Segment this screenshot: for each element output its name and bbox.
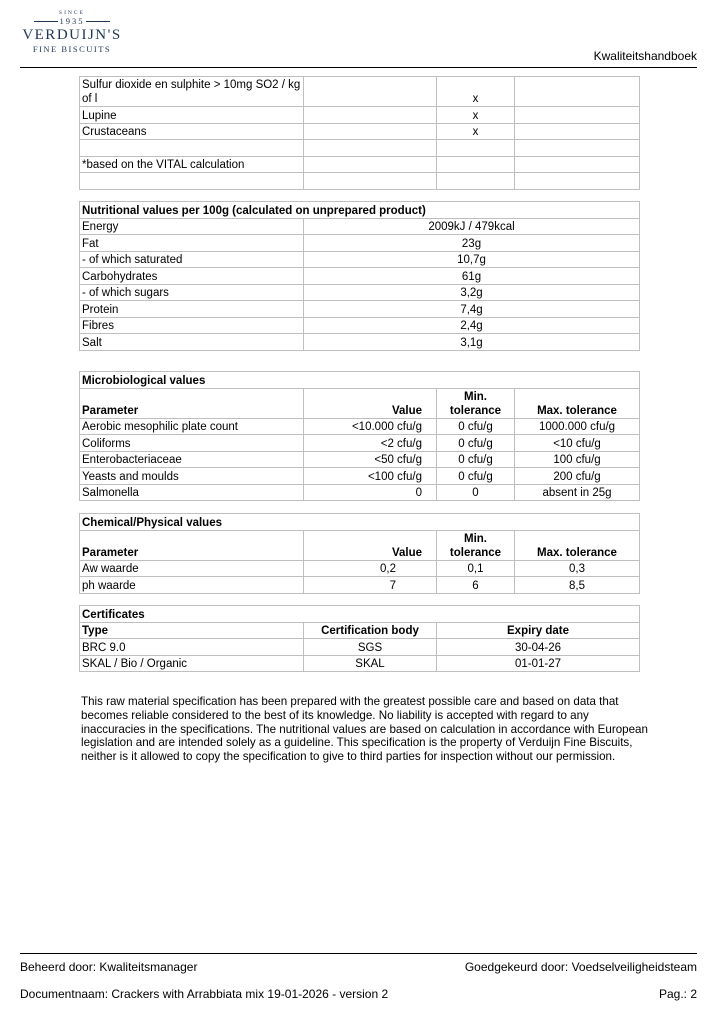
logo-since: SINCE xyxy=(59,10,85,16)
nutrient-value: 61g xyxy=(304,268,640,285)
allergen-col3: x xyxy=(437,107,515,124)
nutrient-label: Protein xyxy=(80,301,304,318)
micro-max: 200 cfu/g xyxy=(515,468,640,485)
chem-header-min-line2: tolerance xyxy=(449,546,502,559)
table-row xyxy=(80,418,640,435)
nutrient-label: Carbohydrates xyxy=(80,268,304,285)
micro-header-max: Max. tolerance xyxy=(515,388,640,418)
cert-body: SGS xyxy=(304,639,437,656)
footer-document-name: Documentnaam: Crackers with Arrabbiata mix 19-01-2026 - version 2 xyxy=(20,987,389,1001)
certificates-table xyxy=(79,605,640,672)
allergen-name: Lupine xyxy=(80,107,304,124)
logo-brand: VERDUIJN'S xyxy=(22,27,122,43)
micro-value: <2 cfu/g xyxy=(304,435,437,452)
micro-value: <50 cfu/g xyxy=(304,451,437,468)
micro-max: absent in 25g xyxy=(515,484,640,501)
nutrient-value: 23g xyxy=(304,235,640,252)
table-row xyxy=(80,251,640,268)
allergen-col4 xyxy=(515,77,640,107)
table-row xyxy=(80,514,640,531)
certs-title: Certificates xyxy=(80,606,640,623)
table-row xyxy=(80,317,640,334)
micro-header-min xyxy=(437,388,515,418)
cert-body: SKAL xyxy=(304,655,437,672)
certs-header-expiry: Expiry date xyxy=(437,622,640,639)
micro-max: <10 cfu/g xyxy=(515,435,640,452)
chem-header-value: Value xyxy=(304,530,437,560)
chem-parameter: ph waarde xyxy=(80,577,304,594)
micro-min: 0 cfu/g xyxy=(437,435,515,452)
table-row xyxy=(80,218,640,235)
chemical-physical-table xyxy=(79,513,640,594)
chem-min: 0,1 xyxy=(437,560,515,577)
footer-page-number: Pag.: 2 xyxy=(658,987,697,1001)
cert-expiry: 01-01-27 xyxy=(437,655,640,672)
allergen-col3: x xyxy=(437,123,515,140)
header-divider xyxy=(20,67,697,68)
allergen-name: Sulfur dioxide en sulphite > 10mg SO2 / kg of l xyxy=(80,77,304,107)
micro-parameter: Yeasts and moulds xyxy=(80,468,304,485)
table-row xyxy=(80,372,640,389)
allergen-col2 xyxy=(304,77,437,107)
nutrient-value: 10,7g xyxy=(304,251,640,268)
chem-value: 0,2 xyxy=(304,560,437,577)
micro-header-min-line2: tolerance xyxy=(449,404,502,417)
micro-parameter: Aerobic mesophilic plate count xyxy=(80,418,304,435)
certs-header-body: Certification body xyxy=(304,622,437,639)
allergen-footnote: *based on the VITAL calculation xyxy=(80,156,304,173)
allergen-col4 xyxy=(515,140,640,157)
chem-header-min xyxy=(437,530,515,560)
micro-parameter: Coliforms xyxy=(80,435,304,452)
table-row xyxy=(80,560,640,577)
allergen-name xyxy=(80,140,304,157)
header-title: Kwaliteitshandboek xyxy=(593,49,697,63)
table-header-row xyxy=(80,622,640,639)
micro-min: 0 cfu/g xyxy=(437,418,515,435)
nutrient-value: 2009kJ / 479kcal xyxy=(304,218,640,235)
table-row xyxy=(80,107,640,124)
nutrition-table xyxy=(79,201,640,351)
nutrition-title: Nutritional values per 100g (calculated on unprepared product) xyxy=(80,202,640,219)
table-row xyxy=(80,123,640,140)
table-row xyxy=(80,484,640,501)
logo-subtitle: FINE BISCUITS xyxy=(32,44,112,54)
table-row xyxy=(80,334,640,351)
logo-rule-right xyxy=(86,21,110,22)
table-row xyxy=(80,268,640,285)
allergen-col2 xyxy=(304,107,437,124)
footer-managed-by: Beheerd door: Kwaliteitsmanager xyxy=(20,960,198,974)
nutrient-label: Fibres xyxy=(80,317,304,334)
nutrient-label: - of which sugars xyxy=(80,284,304,301)
allergen-col2 xyxy=(304,123,437,140)
table-row xyxy=(80,655,640,672)
table-row xyxy=(80,606,640,623)
allergen-col4 xyxy=(515,107,640,124)
cert-type: SKAL / Bio / Organic xyxy=(80,655,304,672)
chem-parameter: Aw waarde xyxy=(80,560,304,577)
micro-min: 0 cfu/g xyxy=(437,451,515,468)
company-logo xyxy=(20,8,124,54)
table-header-row xyxy=(80,530,640,560)
table-row xyxy=(80,140,640,157)
allergen-table xyxy=(79,76,640,190)
micro-header-parameter: Parameter xyxy=(80,388,304,418)
table-row xyxy=(80,301,640,318)
microbiological-table xyxy=(79,371,640,501)
allergen-col3 xyxy=(437,140,515,157)
nutrient-label: Salt xyxy=(80,334,304,351)
micro-min: 0 xyxy=(437,484,515,501)
chem-min: 6 xyxy=(437,577,515,594)
chem-value: 7 xyxy=(304,577,437,594)
allergen-col4 xyxy=(515,123,640,140)
nutrient-label: Fat xyxy=(80,235,304,252)
table-row xyxy=(80,435,640,452)
table-row xyxy=(80,156,640,173)
certs-header-type: Type xyxy=(80,622,304,639)
table-row xyxy=(80,235,640,252)
cert-type: BRC 9.0 xyxy=(80,639,304,656)
micro-parameter: Salmonella xyxy=(80,484,304,501)
micro-parameter: Enterobacteriaceae xyxy=(80,451,304,468)
table-row xyxy=(80,284,640,301)
nutrient-value: 7,4g xyxy=(304,301,640,318)
cert-expiry: 30-04-26 xyxy=(437,639,640,656)
micro-max: 1000.000 cfu/g xyxy=(515,418,640,435)
micro-value: <10.000 cfu/g xyxy=(304,418,437,435)
nutrient-value: 2,4g xyxy=(304,317,640,334)
micro-title: Microbiological values xyxy=(80,372,640,389)
footer-divider xyxy=(20,953,697,954)
table-header-row xyxy=(80,388,640,418)
nutrient-label: - of which saturated xyxy=(80,251,304,268)
allergen-col4 xyxy=(515,156,640,173)
allergen-col3 xyxy=(437,156,515,173)
allergen-name xyxy=(80,173,304,190)
allergen-col2 xyxy=(304,140,437,157)
table-row xyxy=(80,451,640,468)
table-row xyxy=(80,577,640,594)
allergen-col3 xyxy=(437,173,515,190)
chem-max: 8,5 xyxy=(515,577,640,594)
allergen-col2 xyxy=(304,156,437,173)
allergen-name: Crustaceans xyxy=(80,123,304,140)
chem-header-parameter: Parameter xyxy=(80,530,304,560)
allergen-col3: x xyxy=(437,77,515,107)
micro-header-min-line1: Min. xyxy=(464,390,487,403)
chem-max: 0,3 xyxy=(515,560,640,577)
nutrient-value: 3,2g xyxy=(304,284,640,301)
logo-year: 1935 xyxy=(59,16,85,26)
table-row xyxy=(80,77,640,107)
nutrient-label: Energy xyxy=(80,218,304,235)
chem-title: Chemical/Physical values xyxy=(80,514,640,531)
micro-value: 0 xyxy=(304,484,437,501)
allergen-col2 xyxy=(304,173,437,190)
micro-max: 100 cfu/g xyxy=(515,451,640,468)
footer-approved-by: Goedgekeurd door: Voedselveiligheidsteam xyxy=(464,960,697,974)
micro-header-value: Value xyxy=(304,388,437,418)
nutrient-value: 3,1g xyxy=(304,334,640,351)
micro-min: 0 cfu/g xyxy=(437,468,515,485)
table-row xyxy=(80,202,640,219)
table-row xyxy=(80,468,640,485)
table-row xyxy=(80,639,640,656)
allergen-col4 xyxy=(515,173,640,190)
table-row xyxy=(80,173,640,190)
micro-value: <100 cfu/g xyxy=(304,468,437,485)
disclaimer-text: This raw material specification has been prepared with the greatest possible care and based on data that becomes reliable considered to the best of its knowledge. No liability is accepted with regard to any inaccuracies in the specifications. The nutritional values are based on calculation in accordance with European legislation and are intended solely as a guideline. This specification is the property of Verduijn Fine Biscuits, neither is it allowed to copy the specification to give to third parties for inspection without our permission. xyxy=(81,695,648,764)
chem-header-max: Max. tolerance xyxy=(515,530,640,560)
chem-header-min-line1: Min. xyxy=(464,532,487,545)
